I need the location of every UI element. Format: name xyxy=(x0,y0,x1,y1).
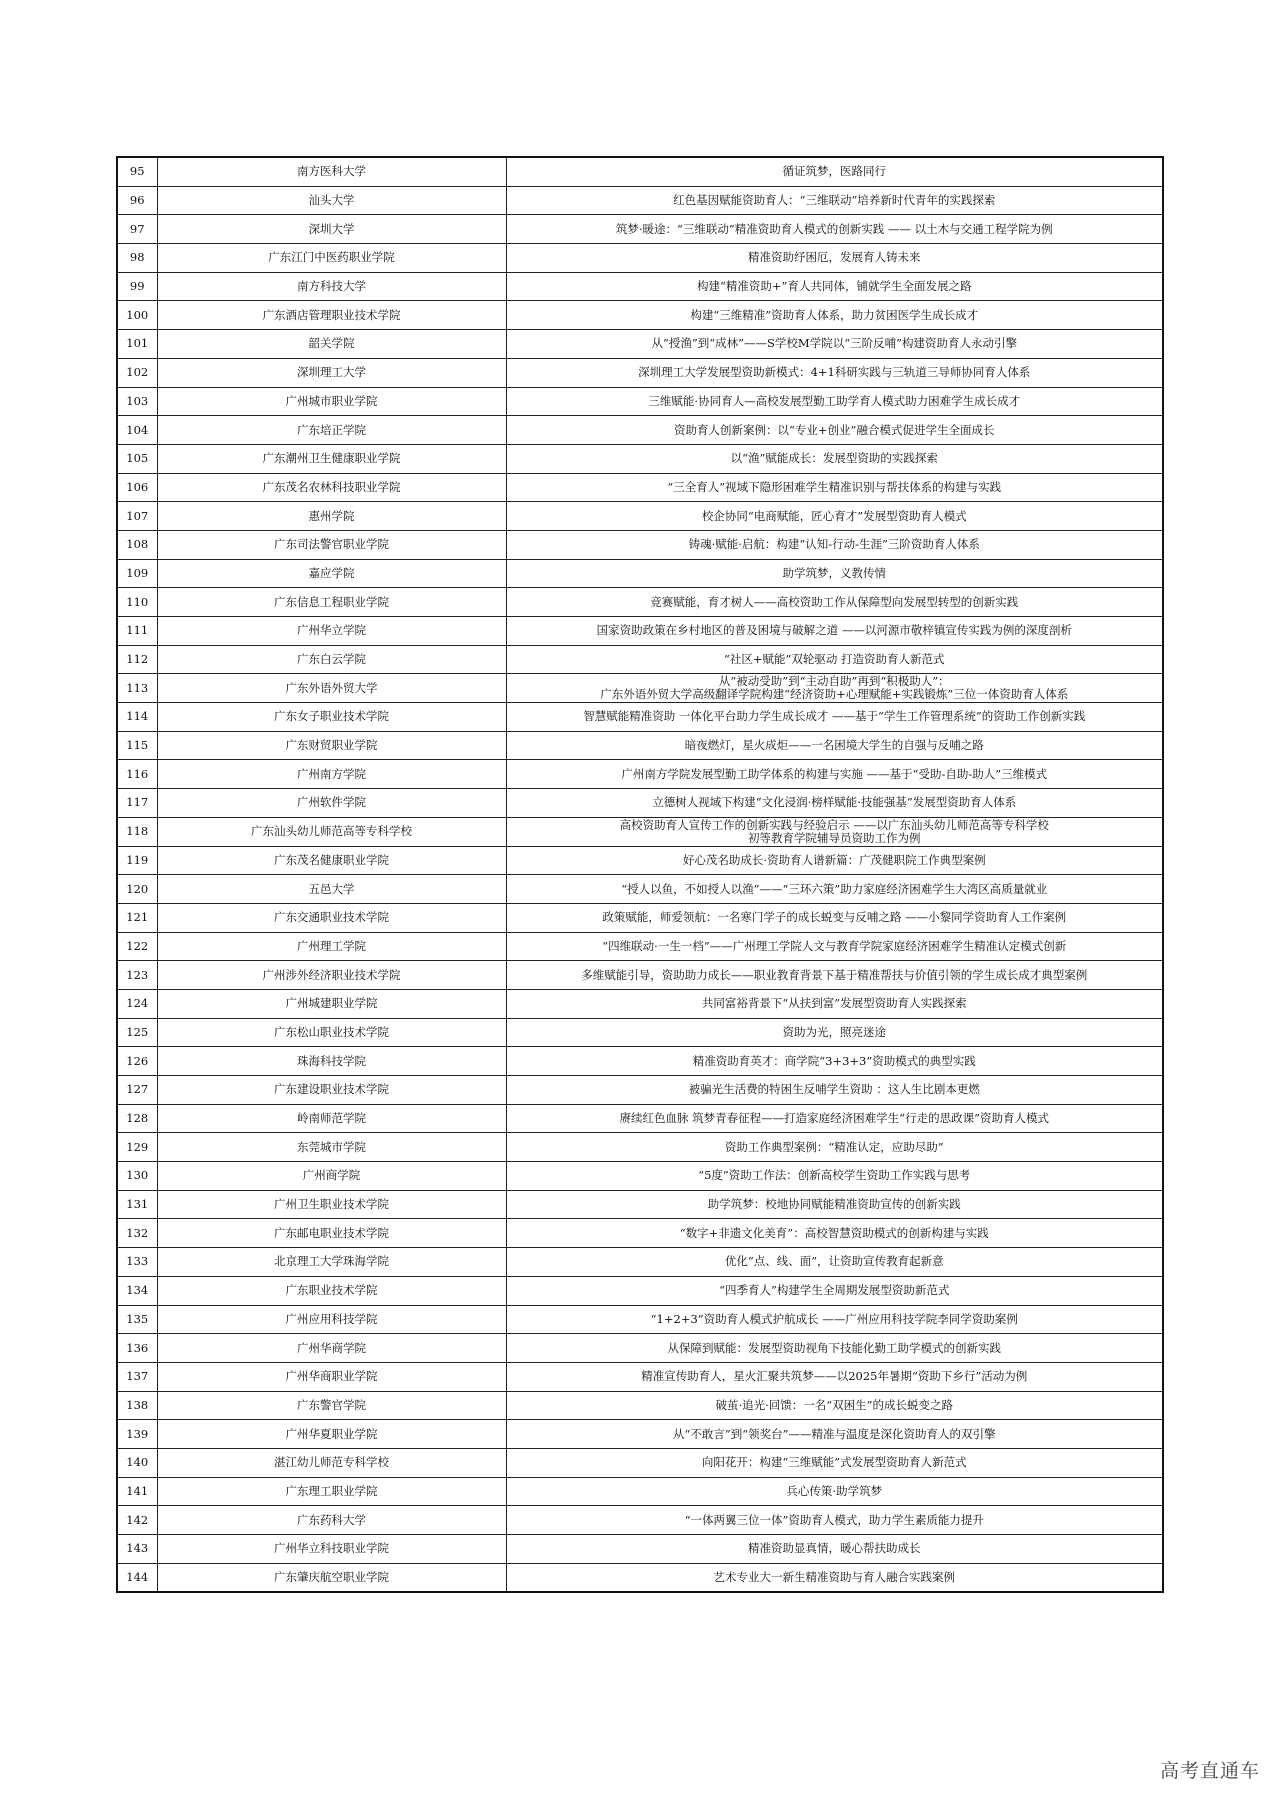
case-title-cell: 铸魂·赋能·启航：构建“认知-行动-生涯”三阶资助育人体系 xyxy=(506,530,1163,559)
table-row xyxy=(117,1219,1163,1248)
table-row xyxy=(117,559,1163,588)
table-row xyxy=(117,1334,1163,1363)
school-name-cell: 广东女子职业技术学院 xyxy=(157,703,506,732)
school-name-cell: 岭南师范学院 xyxy=(157,1104,506,1133)
school-name-cell: 广东司法警官职业学院 xyxy=(157,530,506,559)
row-number-cell: 122 xyxy=(117,932,157,961)
row-number-cell: 125 xyxy=(117,1018,157,1047)
table-row xyxy=(117,703,1163,732)
case-title-cell: 精准宣传助育人，星火汇聚共筑梦——以2025年暑期“资助下乡行”活动为例 xyxy=(506,1362,1163,1391)
case-title-cell: 共同富裕背景下“从扶到富”发展型资助育人实践探索 xyxy=(506,989,1163,1018)
table-row xyxy=(117,244,1163,273)
row-number-cell: 120 xyxy=(117,875,157,904)
case-title-cell: “1+2+3”资助育人模式护航成长 ——广州应用科技学院李同学资助案例 xyxy=(506,1305,1163,1334)
row-number-cell: 113 xyxy=(117,674,157,703)
row-number-cell: 137 xyxy=(117,1362,157,1391)
table-row xyxy=(117,1047,1163,1076)
school-name-cell: 广东警官学院 xyxy=(157,1391,506,1420)
row-number-cell: 104 xyxy=(117,416,157,445)
row-number-cell: 96 xyxy=(117,186,157,215)
table-row xyxy=(117,1133,1163,1162)
row-number-cell: 133 xyxy=(117,1248,157,1277)
row-number-cell: 99 xyxy=(117,272,157,301)
row-number-cell: 124 xyxy=(117,989,157,1018)
table-row xyxy=(117,617,1163,646)
row-number-cell: 110 xyxy=(117,588,157,617)
school-name-cell: 珠海科技学院 xyxy=(157,1047,506,1076)
case-title-cell: 以“渔”赋能成长：发展型资助的实践探索 xyxy=(506,444,1163,473)
school-name-cell: 湛江幼儿师范专科学校 xyxy=(157,1448,506,1477)
row-number-cell: 118 xyxy=(117,817,157,846)
school-name-cell: 广州华夏职业学院 xyxy=(157,1420,506,1449)
case-title-cell: “5度”资助工作法：创新高校学生资助工作实践与思考 xyxy=(506,1162,1163,1191)
school-name-cell: 广东白云学院 xyxy=(157,645,506,674)
table-row xyxy=(117,215,1163,244)
case-title-cell: “四维联动·一生一档”——广州理工学院人文与教育学院家庭经济困难学生精准认定模式创新 xyxy=(506,932,1163,961)
table-row xyxy=(117,444,1163,473)
row-number-cell: 144 xyxy=(117,1563,157,1592)
row-number-cell: 116 xyxy=(117,760,157,789)
table-row xyxy=(117,330,1163,359)
case-title-cell: 三维赋能·协同育人—高校发展型勤工助学育人模式助力困难学生成长成才 xyxy=(506,387,1163,416)
row-number-cell: 97 xyxy=(117,215,157,244)
table-row xyxy=(117,1248,1163,1277)
table-row xyxy=(117,502,1163,531)
case-title-cell: 精准资助育英才：商学院“3+3+3”资助模式的典型实践 xyxy=(506,1047,1163,1076)
case-title-cell: 高校资助育人宣传工作的创新实践与经验启示 ——以广东汕头幼儿师范高等专科学校 初等教育学院辅导员资助工作为例 xyxy=(506,817,1163,846)
case-title-cell: 赓续红色血脉 筑梦青春征程——打造家庭经济困难学生“行走的思政课”资助育人模式 xyxy=(506,1104,1163,1133)
table-row xyxy=(117,961,1163,990)
case-title-cell: 多维赋能引导，资助助力成长——职业教育背景下基于精准帮扶与价值引领的学生成长成才典型案例 xyxy=(506,961,1163,990)
case-title-cell: “数字+非遗文化美育”：高校智慧资助模式的创新构建与实践 xyxy=(506,1219,1163,1248)
case-title-cell: 从保障到赋能：发展型资助视角下技能化勤工助学模式的创新实践 xyxy=(506,1334,1163,1363)
row-number-cell: 140 xyxy=(117,1448,157,1477)
table-row xyxy=(117,1506,1163,1535)
row-number-cell: 142 xyxy=(117,1506,157,1535)
case-title-cell: 从“被动受助”到“主动自助”再到“积极助人”： 广东外语外贸大学高级翻译学院构建“经济资助+心理赋能+实践锻炼”三位一体资助育人体系 xyxy=(506,674,1163,703)
case-title-cell: 广州南方学院发展型勤工助学体系的构建与实施 ——基于“受助-自助-助人”三维模式 xyxy=(506,760,1163,789)
school-name-cell: 汕头大学 xyxy=(157,186,506,215)
case-title-cell: 兵心传策·助学筑梦 xyxy=(506,1477,1163,1506)
table-row xyxy=(117,416,1163,445)
school-name-cell: 广东交通职业技术学院 xyxy=(157,903,506,932)
school-name-cell: 广州软件学院 xyxy=(157,789,506,818)
table-row xyxy=(117,1162,1163,1191)
row-number-cell: 136 xyxy=(117,1334,157,1363)
school-name-cell: 广州华商学院 xyxy=(157,1334,506,1363)
school-name-cell: 广东肇庆航空职业学院 xyxy=(157,1563,506,1592)
school-name-cell: 广州卫生职业技术学院 xyxy=(157,1190,506,1219)
school-name-cell: 广东药科大学 xyxy=(157,1506,506,1535)
row-number-cell: 107 xyxy=(117,502,157,531)
school-name-cell: 广州华商职业学院 xyxy=(157,1362,506,1391)
case-title-cell: 从“不敢言”到“领奖台”——精准与温度是深化资助育人的双引擎 xyxy=(506,1420,1163,1449)
school-name-cell: 广东邮电职业技术学院 xyxy=(157,1219,506,1248)
row-number-cell: 101 xyxy=(117,330,157,359)
case-title-cell: 资助育人创新案例：以“专业+创业”融合模式促进学生全面成长 xyxy=(506,416,1163,445)
table-row xyxy=(117,989,1163,1018)
row-number-cell: 123 xyxy=(117,961,157,990)
table-row xyxy=(117,645,1163,674)
table-row xyxy=(117,358,1163,387)
table-row xyxy=(117,932,1163,961)
school-name-cell: 北京理工大学珠海学院 xyxy=(157,1248,506,1277)
case-title-cell: 竞赛赋能，育才树人——高校资助工作从保障型向发展型转型的创新实践 xyxy=(506,588,1163,617)
case-title-cell: 立德树人视域下构建“文化浸润·榜样赋能·技能强基”发展型资助育人体系 xyxy=(506,789,1163,818)
school-name-cell: 广州商学院 xyxy=(157,1162,506,1191)
row-number-cell: 143 xyxy=(117,1535,157,1564)
row-number-cell: 103 xyxy=(117,387,157,416)
school-name-cell: 五邑大学 xyxy=(157,875,506,904)
school-name-cell: 广东江门中医药职业学院 xyxy=(157,244,506,273)
case-title-cell: 资助工作典型案例：“精准认定，应助尽助” xyxy=(506,1133,1163,1162)
case-title-cell: 红色基因赋能资助育人：“三维联动”培养新时代青年的实践探索 xyxy=(506,186,1163,215)
table-row xyxy=(117,1535,1163,1564)
case-title-cell: 艺术专业大一新生精准资助与育人融合实践案例 xyxy=(506,1563,1163,1592)
row-number-cell: 117 xyxy=(117,789,157,818)
school-name-cell: 南方医科大学 xyxy=(157,157,506,186)
table-row xyxy=(117,157,1163,186)
table-row xyxy=(117,387,1163,416)
table-row xyxy=(117,760,1163,789)
school-name-cell: 广州城市职业学院 xyxy=(157,387,506,416)
row-number-cell: 138 xyxy=(117,1391,157,1420)
school-name-cell: 深圳大学 xyxy=(157,215,506,244)
case-title-cell: 资助为光，照亮迷途 xyxy=(506,1018,1163,1047)
row-number-cell: 114 xyxy=(117,703,157,732)
row-number-cell: 111 xyxy=(117,617,157,646)
case-title-cell: “三全育人”视域下隐形困难学生精准识别与帮扶体系的构建与实践 xyxy=(506,473,1163,502)
row-number-cell: 141 xyxy=(117,1477,157,1506)
case-title-cell: 助学筑梦，义教传情 xyxy=(506,559,1163,588)
school-name-cell: 广州理工学院 xyxy=(157,932,506,961)
school-name-cell: 广州应用科技学院 xyxy=(157,1305,506,1334)
row-number-cell: 131 xyxy=(117,1190,157,1219)
case-title-cell: 构建“三维精准”资助育人体系，助力贫困医学生成长成才 xyxy=(506,301,1163,330)
row-number-cell: 112 xyxy=(117,645,157,674)
table-row xyxy=(117,301,1163,330)
table-row xyxy=(117,1362,1163,1391)
case-title-cell: 精准资助显真情，暖心帮扶助成长 xyxy=(506,1535,1163,1564)
case-title-cell: “四季育人”构建学生全周期发展型资助新范式 xyxy=(506,1276,1163,1305)
row-number-cell: 127 xyxy=(117,1076,157,1105)
table-row xyxy=(117,846,1163,875)
school-name-cell: 广东酒店管理职业技术学院 xyxy=(157,301,506,330)
school-name-cell: 广州涉外经济职业技术学院 xyxy=(157,961,506,990)
table-row xyxy=(117,1448,1163,1477)
row-number-cell: 98 xyxy=(117,244,157,273)
school-name-cell: 嘉应学院 xyxy=(157,559,506,588)
school-name-cell: 广东茂名农林科技职业学院 xyxy=(157,473,506,502)
case-title-cell: 循证筑梦，医路同行 xyxy=(506,157,1163,186)
table-row xyxy=(117,1563,1163,1592)
school-name-cell: 广州城建职业学院 xyxy=(157,989,506,1018)
row-number-cell: 102 xyxy=(117,358,157,387)
table-row xyxy=(117,1420,1163,1449)
table-body xyxy=(117,157,1163,1592)
table-row xyxy=(117,875,1163,904)
table-row xyxy=(117,674,1163,703)
row-number-cell: 108 xyxy=(117,530,157,559)
school-name-cell: 广东理工职业学院 xyxy=(157,1477,506,1506)
row-number-cell: 129 xyxy=(117,1133,157,1162)
case-title-cell: 暗夜燃灯，星火成炬——一名困境大学生的自强与反哺之路 xyxy=(506,731,1163,760)
case-title-cell: “授人以鱼，不如授人以渔”——“三环六策”助力家庭经济困难学生大湾区高质量就业 xyxy=(506,875,1163,904)
school-name-cell: 南方科技大学 xyxy=(157,272,506,301)
school-name-cell: 广东信息工程职业学院 xyxy=(157,588,506,617)
school-name-cell: 广州华立学院 xyxy=(157,617,506,646)
row-number-cell: 115 xyxy=(117,731,157,760)
case-title-cell: 校企协同“电商赋能，匠心育才”发展型资助育人模式 xyxy=(506,502,1163,531)
table-row xyxy=(117,817,1163,846)
table-row xyxy=(117,1076,1163,1105)
case-title-cell: 助学筑梦：校地协同赋能精准资助宣传的创新实践 xyxy=(506,1190,1163,1219)
row-number-cell: 134 xyxy=(117,1276,157,1305)
row-number-cell: 105 xyxy=(117,444,157,473)
case-title-cell: 精准资助纾困厄，发展育人铸未来 xyxy=(506,244,1163,273)
row-number-cell: 130 xyxy=(117,1162,157,1191)
row-number-cell: 109 xyxy=(117,559,157,588)
case-title-cell: 智慧赋能精准资助 一体化平台助力学生成长成才 ——基于“学生工作管理系统”的资助工作创新实践 xyxy=(506,703,1163,732)
table-row xyxy=(117,903,1163,932)
school-name-cell: 广东松山职业技术学院 xyxy=(157,1018,506,1047)
case-title-cell: 深圳理工大学发展型资助新模式：4+1科研实践与三轨道三导师协同育人体系 xyxy=(506,358,1163,387)
school-name-cell: 广东茂名健康职业学院 xyxy=(157,846,506,875)
school-name-cell: 深圳理工大学 xyxy=(157,358,506,387)
case-title-cell: 构建“精准资助+”育人共同体，铺就学生全面发展之路 xyxy=(506,272,1163,301)
row-number-cell: 121 xyxy=(117,903,157,932)
table-row xyxy=(117,588,1163,617)
school-name-cell: 广东外语外贸大学 xyxy=(157,674,506,703)
case-title-cell: 从“授渔”到“成林”——S学校M学院以“三阶反哺”构建资助育人永动引擎 xyxy=(506,330,1163,359)
table-row xyxy=(117,1104,1163,1133)
table-row xyxy=(117,1391,1163,1420)
table-row xyxy=(117,186,1163,215)
table-row xyxy=(117,272,1163,301)
row-number-cell: 139 xyxy=(117,1420,157,1449)
table-row xyxy=(117,1018,1163,1047)
case-title-cell: “一体两翼三位一体”资助育人模式，助力学生素质能力提升 xyxy=(506,1506,1163,1535)
case-title-cell: 被骗光生活费的特困生反哺学生资助 ：这人生比剧本更燃 xyxy=(506,1076,1163,1105)
school-name-cell: 韶关学院 xyxy=(157,330,506,359)
table-row xyxy=(117,1190,1163,1219)
row-number-cell: 132 xyxy=(117,1219,157,1248)
table-row xyxy=(117,530,1163,559)
school-name-cell: 广东汕头幼儿师范高等专科学校 xyxy=(157,817,506,846)
case-title-cell: 筑梦·暖途：“三维联动”精准资助育人模式的创新实践 —— 以土木与交通工程学院为例 xyxy=(506,215,1163,244)
school-name-cell: 广东建设职业技术学院 xyxy=(157,1076,506,1105)
case-title-cell: 政策赋能，师爱领航：一名寒门学子的成长蜕变与反哺之路 ——小黎同学资助育人工作案例 xyxy=(506,903,1163,932)
case-title-cell: 国家资助政策在乡村地区的普及困境与破解之道 ——以河源市敬梓镇宣传实践为例的深度剖析 xyxy=(506,617,1163,646)
table-row xyxy=(117,1276,1163,1305)
school-name-cell: 广州华立科技职业学院 xyxy=(157,1535,506,1564)
school-name-cell: 惠州学院 xyxy=(157,502,506,531)
row-number-cell: 119 xyxy=(117,846,157,875)
watermark-text: 高考直通车 xyxy=(1159,1760,1260,1782)
row-number-cell: 106 xyxy=(117,473,157,502)
case-title-cell: 优化“点、线、面”，让资助宣传教育起新意 xyxy=(506,1248,1163,1277)
case-list-table xyxy=(116,156,1164,1593)
row-number-cell: 135 xyxy=(117,1305,157,1334)
case-title-cell: 好心茂名助成长·资助育人谱新篇：广茂健职院工作典型案例 xyxy=(506,846,1163,875)
school-name-cell: 广东职业技术学院 xyxy=(157,1276,506,1305)
table-row xyxy=(117,473,1163,502)
case-title-cell: 向阳花开：构建“三维赋能”式发展型资助育人新范式 xyxy=(506,1448,1163,1477)
table-row xyxy=(117,1305,1163,1334)
table-row xyxy=(117,1477,1163,1506)
school-name-cell: 广东财贸职业学院 xyxy=(157,731,506,760)
row-number-cell: 126 xyxy=(117,1047,157,1076)
school-name-cell: 广东培正学院 xyxy=(157,416,506,445)
table-row xyxy=(117,789,1163,818)
school-name-cell: 广州南方学院 xyxy=(157,760,506,789)
table-row xyxy=(117,731,1163,760)
case-title-cell: “社区+赋能”双轮驱动 打造资助育人新范式 xyxy=(506,645,1163,674)
case-title-cell: 破茧·追光·回馈：一名“双困生”的成长蜕变之路 xyxy=(506,1391,1163,1420)
row-number-cell: 128 xyxy=(117,1104,157,1133)
school-name-cell: 东莞城市学院 xyxy=(157,1133,506,1162)
row-number-cell: 95 xyxy=(117,157,157,186)
row-number-cell: 100 xyxy=(117,301,157,330)
school-name-cell: 广东潮州卫生健康职业学院 xyxy=(157,444,506,473)
